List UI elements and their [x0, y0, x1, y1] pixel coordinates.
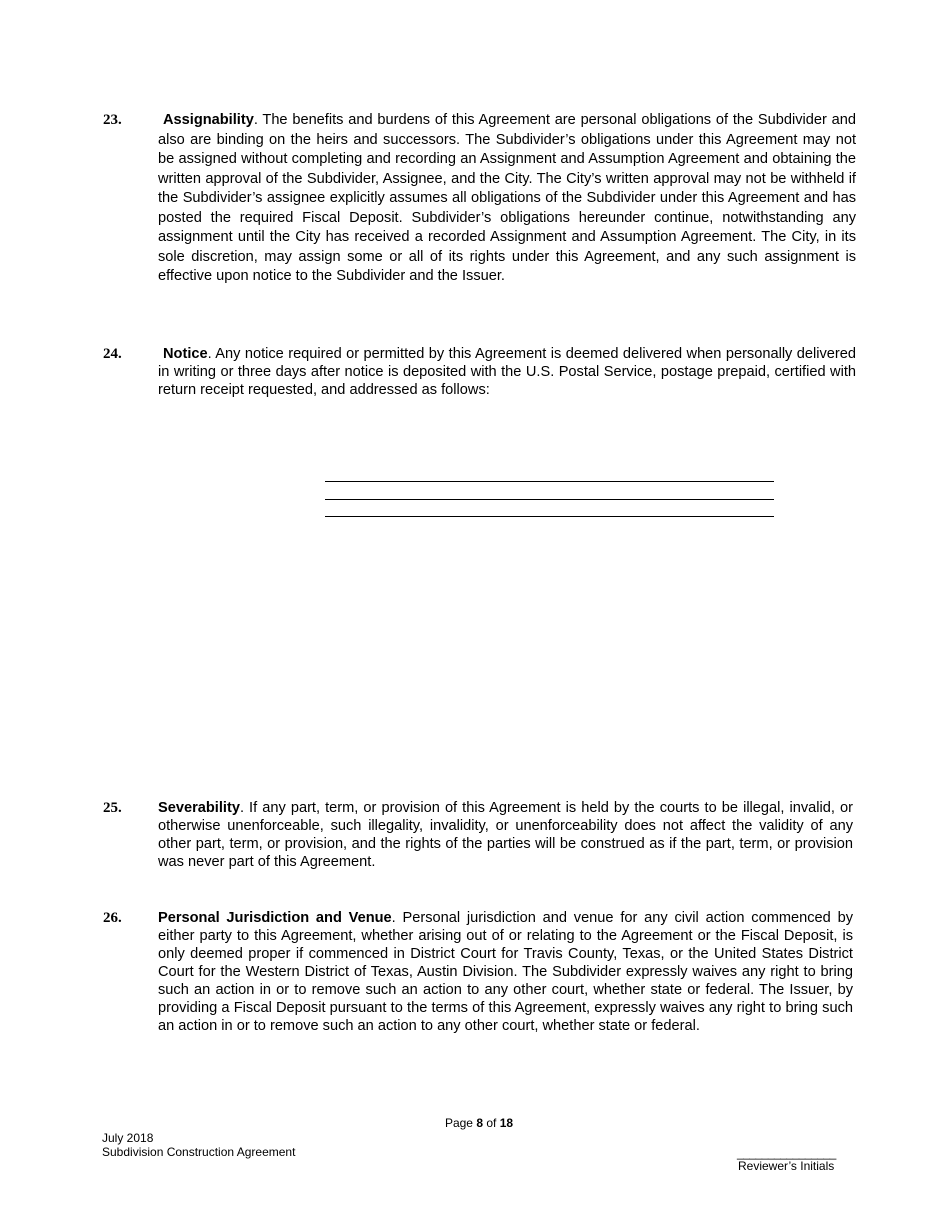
section-25-number: 25.	[103, 800, 122, 816]
footer-date: July 2018	[102, 1131, 154, 1145]
subdivider-name-field[interactable]	[325, 465, 774, 482]
page-total: 18	[499, 1116, 514, 1130]
section-26-paragraph	[158, 909, 853, 1035]
section-25-heading: Severability	[158, 800, 240, 816]
section-23-paragraph	[158, 111, 856, 287]
section-25-paragraph	[158, 799, 853, 871]
footer-document-title: Subdivision Construction Agreement	[102, 1145, 296, 1159]
section-24-paragraph	[158, 345, 856, 399]
section-24-text: . Any notice required or permitted by this Agreement is deemed delivered when personally delivered in writing or three days after notice is deposited with the U.S. Postal Service, postage prepaid, certified with return receipt requested, and addressed as follows:	[158, 346, 856, 398]
section-25-text: . If any part, term, or provision of this Agreement is held by the courts to be illegal, invalid, or otherwise unenforceable, such illegality, invalidity, or unenforceability does not affect the validity of any other part, term, or provision, and the rights of the parties will be construed as if the part, term, or provision was never part of this Agreement.	[158, 800, 853, 870]
page-of: of	[483, 1116, 500, 1130]
subdivider-address-continued-field[interactable]	[325, 500, 774, 517]
section-26-heading: Personal Jurisdiction and Venue	[158, 910, 392, 926]
section-24-number: 24.	[103, 346, 122, 362]
page-current: 8	[476, 1116, 483, 1130]
page-number	[0, 1116, 950, 1130]
section-24-heading: Notice	[163, 346, 208, 362]
section-26-number: 26.	[103, 910, 122, 926]
section-23-heading: Assignability	[163, 112, 254, 128]
section-23-text: . The benefits and burdens of this Agreement are personal obligations of the Subdivider and also are binding on the heirs and successors. The Subdivider’s obligations under this Agreement may not be assigned without completing and recording an Assignment and Assumption Agreement and obtaining the written approval of the Subdivider, Assignee, and the City. The City’s written approval may not be withheld if the Subdivider’s assignee explicitly assumes all obligations of the Subdivider under this Agreement and has posted the required Fiscal Deposit. Subdivider’s obligations hereunder continue, notwithstanding any assignment until the City has received a recorded Assignment and Assumption Agreement. The City, in its sole discretion, may assign some or all of its rights under this Agreement, and any such assignment is effective upon notice to the Subdivider and the Issuer.	[158, 112, 856, 284]
page-prefix: Page	[444, 1116, 477, 1130]
section-26-text: . Personal jurisdiction and venue for any civil action commenced by either party to this Agreement, whether arising out of or relating to the Agreement or the Fiscal Deposit, is only deemed proper if commenced in District Court for Travis County, Texas, or the United States District Court for the Western District of Texas, Austin Division. The Subdivider expressly waives any right to bring such an action in or to remove such an action to any other court, whether state or federal. The Issuer, by providing a Fiscal Deposit pursuant to the terms of this Agreement, expressly waives any right to bring such an action in or to remove such an action to any other court, whether state or federal.	[158, 910, 853, 1034]
section-23-number: 23.	[103, 112, 122, 128]
reviewer-initials-line[interactable]: ________________	[737, 1146, 836, 1160]
reviewer-initials-label: Reviewer’s Initials	[738, 1159, 835, 1173]
subdivider-address-field[interactable]	[325, 483, 774, 500]
